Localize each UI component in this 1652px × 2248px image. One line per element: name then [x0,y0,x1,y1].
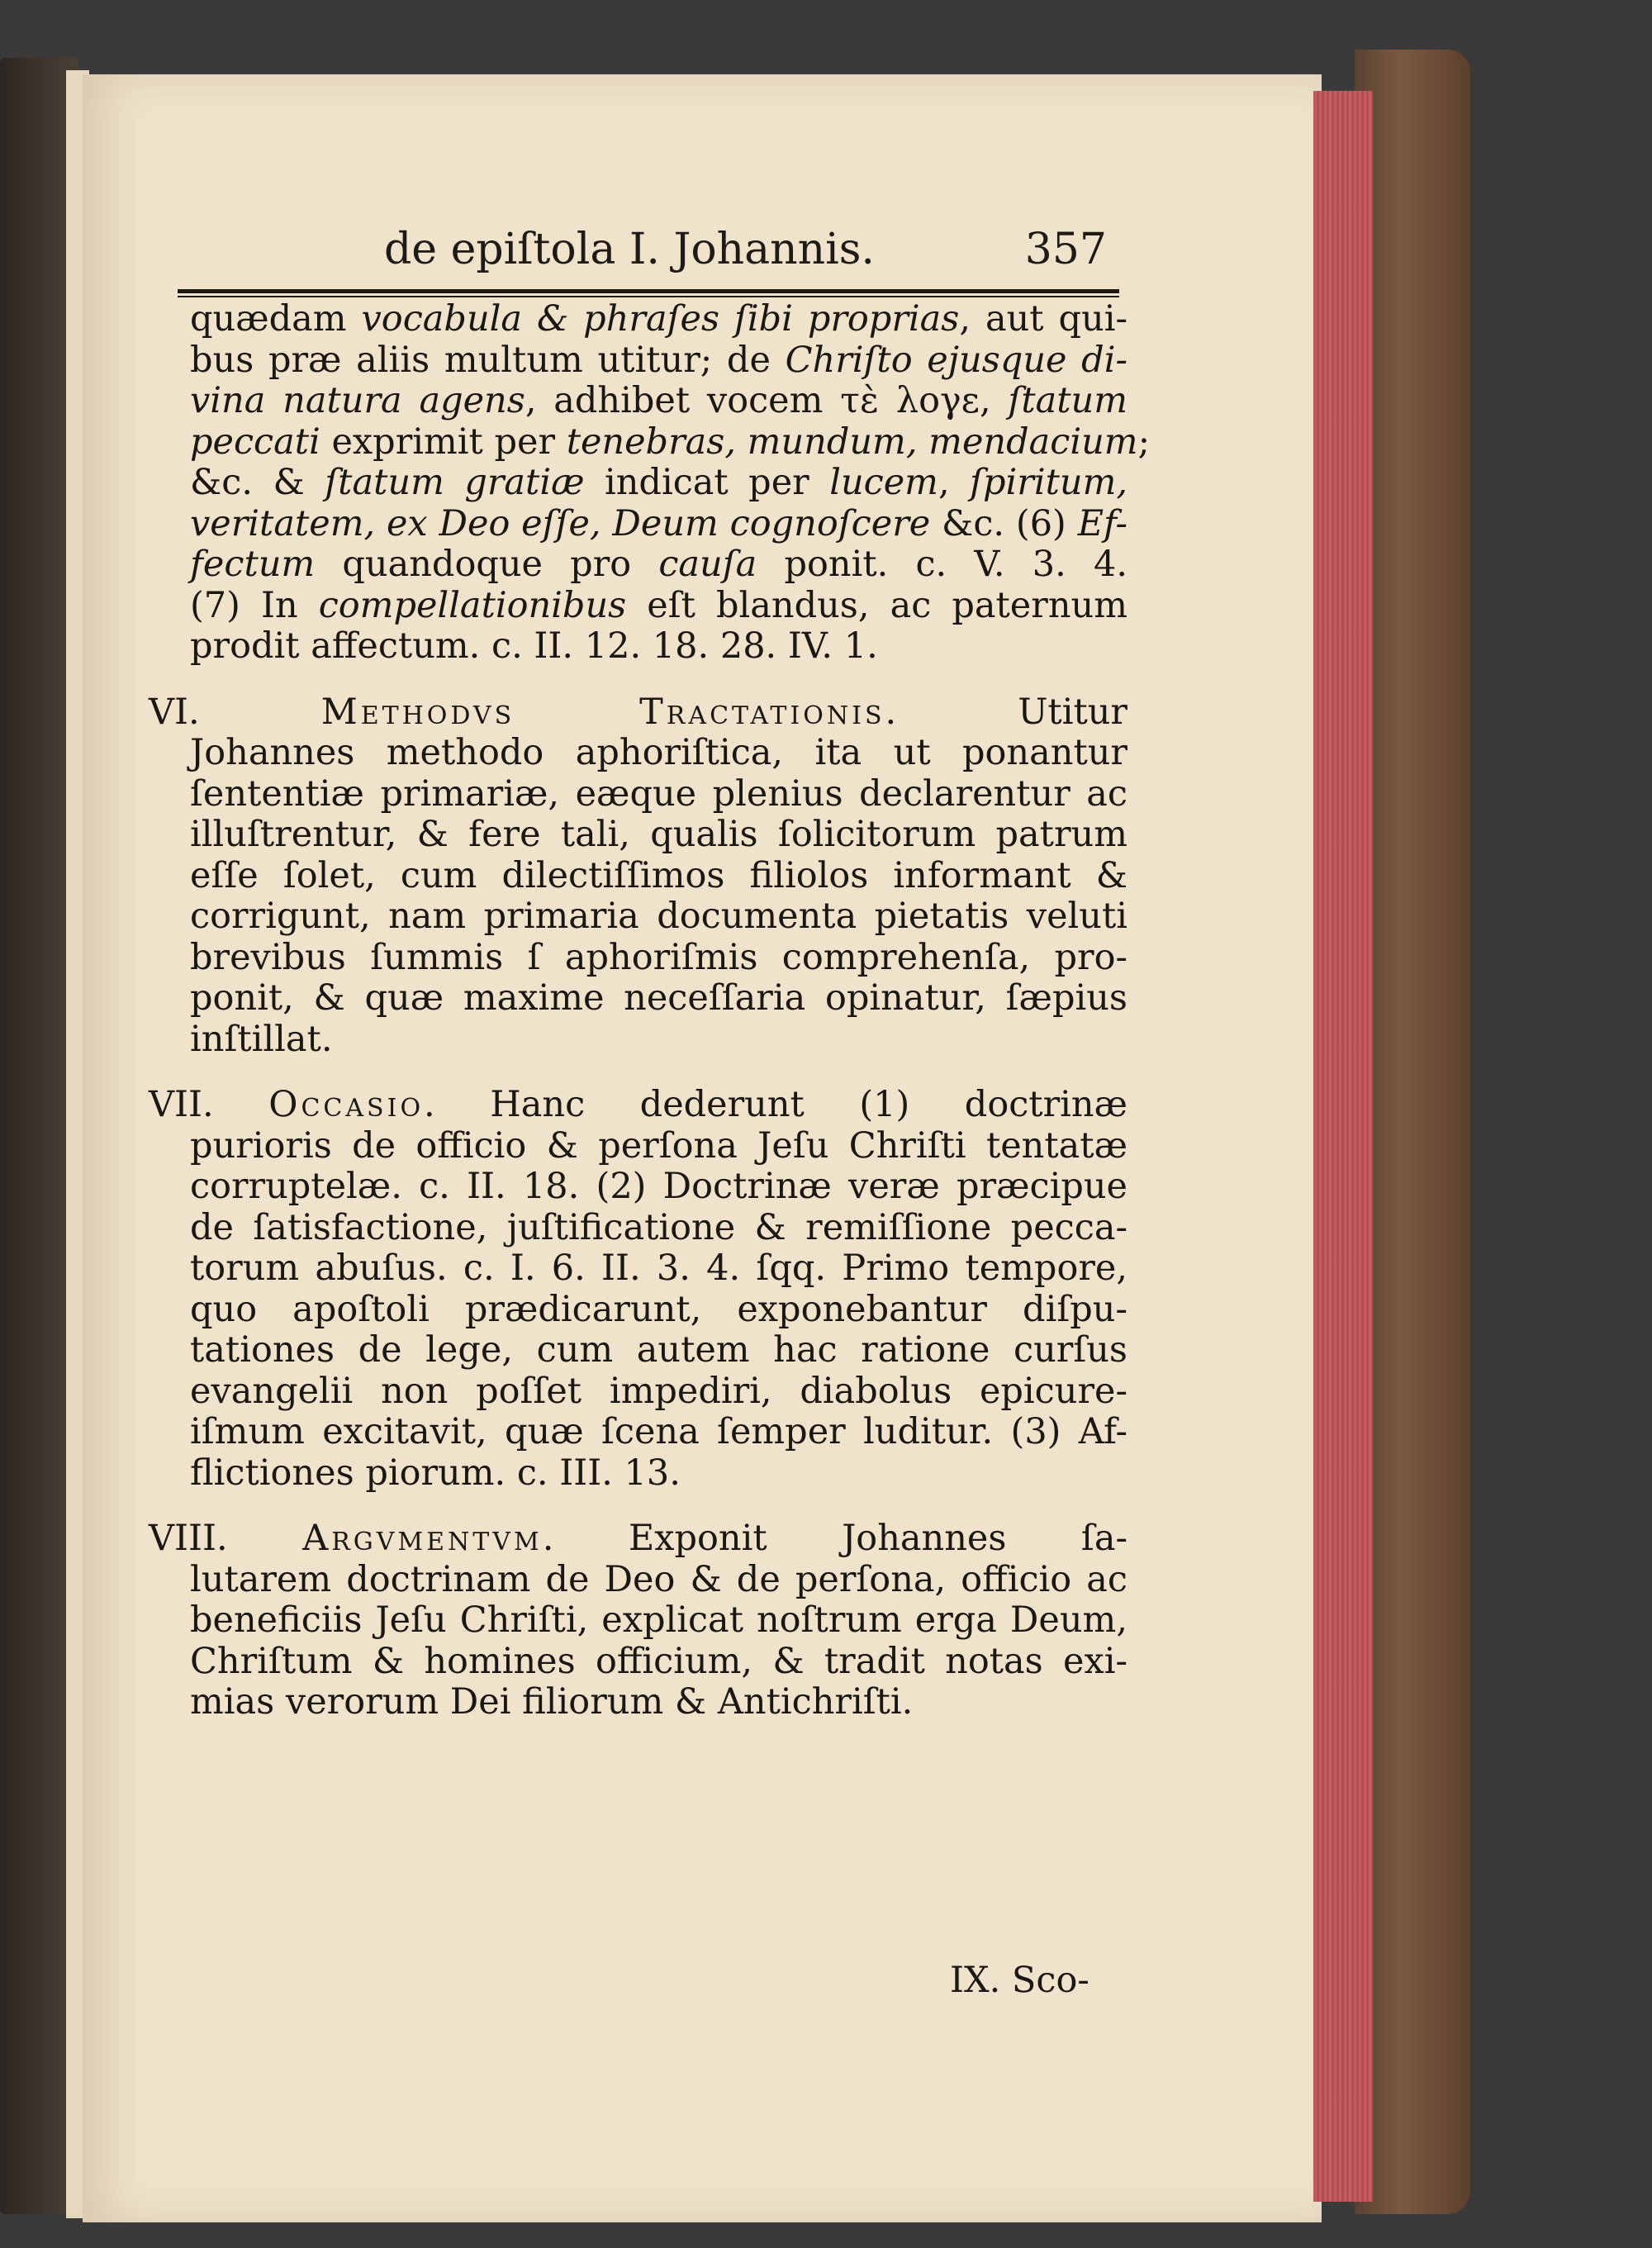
red-page-edges [1313,91,1373,2202]
text-line: evangelii non poſſet impediri, diabolus epicure- [190,1370,1127,1412]
page-header [190,225,1123,283]
text-line: ſententiæ primariæ, eæque plenius declarentur ac [190,772,1127,815]
running-head: de epiſtola I. Johannis. [384,225,875,274]
text-line: lutarem doctrinam de Deo & de perſona, officio ac [190,1558,1127,1600]
section-heading-vii: VII. Occasio. Hanc dederunt (1) doctrinæ [149,1084,1127,1125]
header-rule-thin [178,296,1119,297]
text-line: ponit, & quæ maxime neceſſaria opinatur, ſæpius [190,977,1127,1019]
text-line: &c. & ſtatum gratiæ indicat per lucem, ſpiritum, [190,462,1128,503]
text-line: flictiones piorum. c. III. 13. [190,1452,681,1494]
text-line: brevibus ſummis ſ aphoriſmis comprehenſa, pro- [190,936,1127,978]
text-line: Chriſtum & homines officium, & tradit notas exi- [190,1640,1127,1682]
text-line: Johannes methodo aphoriſtica, ita ut ponantur [190,732,1127,773]
text-line: corruptelæ. c. II. 18. (2) Doctrinæ veræ præcipue [190,1166,1127,1207]
text-line: purioris de officio & perſona Jeſu Chriſti tentatæ [190,1124,1127,1167]
text-line: quo apoſtoli prædicarunt, exponebantur diſpu- [190,1288,1127,1330]
text-line: fectum quandoque pro cauſa ponit. c. V. 3. 4. [190,544,1127,585]
text-line: eſſe ſolet, cum dilectiſſimos filiolos informant & [190,854,1127,896]
header-rule [178,289,1119,293]
catchword: IX. Sco- [950,1960,1089,2001]
text-line: (7) In compellationibus eſt blandus, ac paternum [190,584,1127,626]
text-line: vina natura agens, adhibet vocem τὲ λογε, ſtatum [190,380,1127,421]
text-line: beneficiis Jeſu Chriſti, explicat noſtrum erga Deum, [190,1599,1127,1641]
text-line: inſtillat. [190,1018,333,1060]
section-heading-vi: VI. Methodvs Tractationis. Utitur [149,691,1127,733]
text-line: peccati exprimit per tenebras, mundum, mendacium; [190,421,1151,463]
section-heading-viii: VIII. Argvmentvm. Exponit Johannes ſa- [149,1518,1127,1559]
text-line: veritatem, ex Deo eſſe, Deum cognoſcere &c. (6) Ef- [190,502,1127,544]
text-line: de ſatisfactione, juſtificatione & remiſſione pecca- [190,1206,1127,1248]
text-line: quædam vocabula & phraſes ſibi proprias, aut qui- [190,298,1127,340]
text-line: prodit affectum. c. II. 12. 18. 28. IV. 1. [190,625,878,667]
text-line: torum abuſus. c. I. 6. II. 3. 4. ſqq. Primo tempore, [190,1248,1127,1289]
text-line: illuſtrentur, & fere tali, qualis ſolicitorum patrum [190,814,1127,855]
text-line: corrigunt, nam primaria documenta pietatis veluti [190,896,1127,937]
text-line: iſmum excitavit, quæ ſcena ſemper luditur. (3) Af- [190,1411,1127,1452]
page-number: 357 [1024,225,1107,274]
text-line: tationes de lege, cum autem hac ratione curſus [190,1329,1127,1371]
body-text [149,298,1151,1723]
text-line: bus præ aliis multum utitur; de Chriſto ejusque di- [190,339,1127,381]
text-line: mias verorum Dei filiorum & Antichriſti. [190,1681,914,1723]
